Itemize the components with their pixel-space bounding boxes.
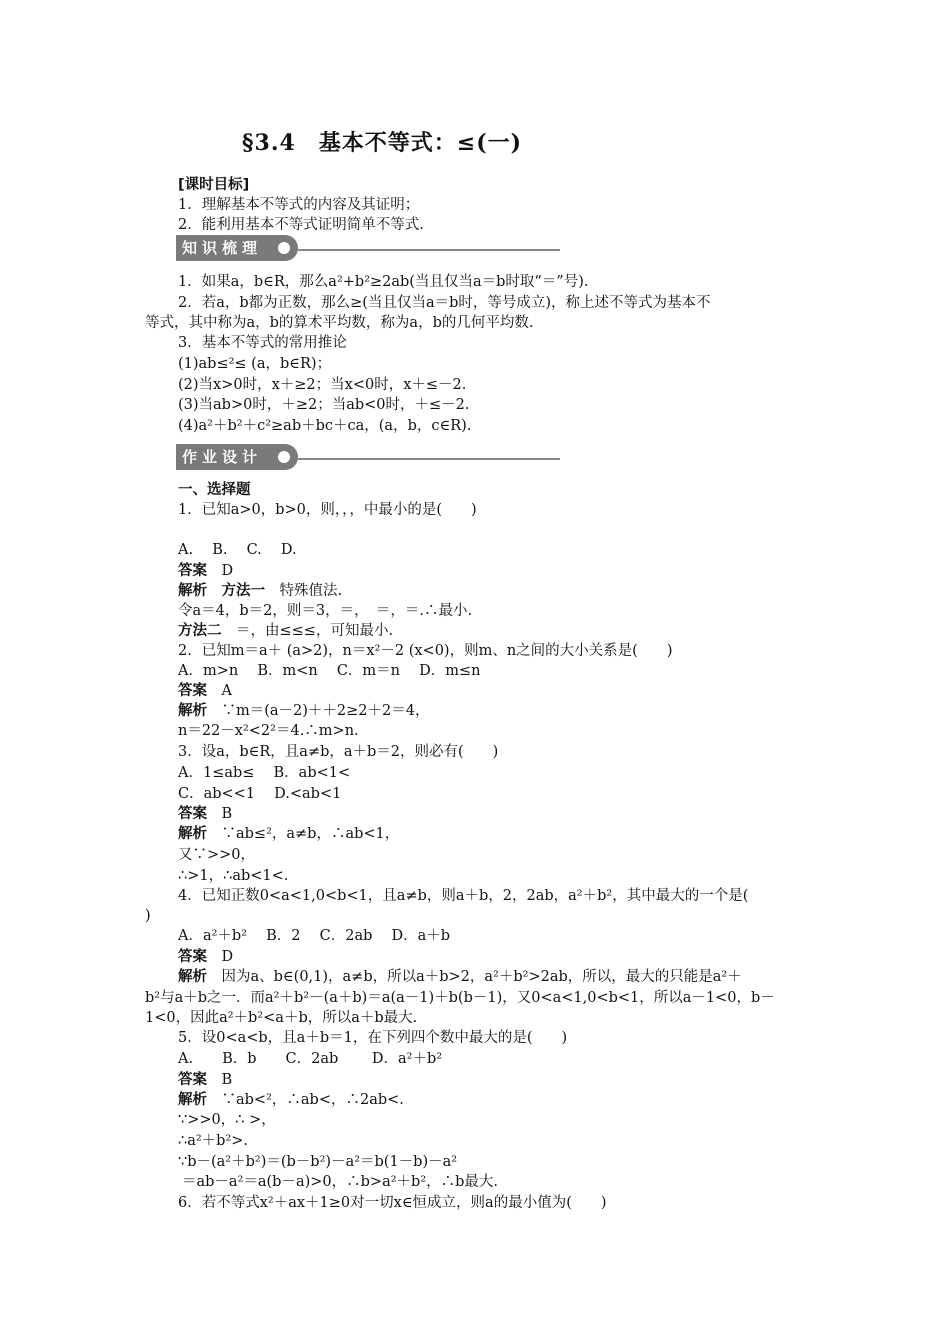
exercise-text: 1<0，因此a²＋b²<a＋b，所以a＋b最大. bbox=[145, 1010, 418, 1026]
exercise-line bbox=[178, 561, 233, 581]
knowledge-line: (1)ab≤²≤ (a，b∈R)； bbox=[178, 356, 332, 372]
exercise-line bbox=[182, 1172, 498, 1192]
exercise-text: ∴>1，∴ab<1<. bbox=[178, 868, 289, 884]
exercise-text: ＝，由≤≤≤，可知最小. bbox=[221, 623, 394, 639]
exercise-line bbox=[178, 845, 255, 865]
exercise-text: 1．已知a>0，b>0，则，，，中最小的是( ) bbox=[178, 502, 477, 518]
exercise-text: ＝ab－a²＝a(b－a)>0，∴b>a²＋b²，∴b最大. bbox=[182, 1174, 499, 1190]
divider bbox=[298, 458, 560, 460]
exercise-line bbox=[178, 1049, 442, 1069]
exercise-line bbox=[178, 581, 342, 601]
exercise-line bbox=[178, 1090, 404, 1110]
exercise-text: A. B. C. D. bbox=[178, 542, 297, 558]
exercise-line bbox=[178, 926, 450, 946]
knowledge-line: (3)当ab>0时，＋≥2；当ab<0时，＋≤－2. bbox=[178, 397, 470, 413]
exercise-text: ∵>>0，∴ >， bbox=[178, 1112, 276, 1128]
exercise-text: A．a²＋b² B．2 C．2ab D．a＋b bbox=[178, 928, 451, 944]
exercise-line bbox=[178, 540, 297, 560]
answer-label: 答案 bbox=[178, 806, 207, 822]
answer-label: 解析 bbox=[178, 826, 207, 842]
answer-label: 解析 方法一 bbox=[178, 583, 265, 599]
divider bbox=[298, 249, 560, 251]
objective-item: 1．理解基本不等式的内容及其证明； bbox=[178, 197, 420, 213]
knowledge-line: 3．基本不等式的常用推论 bbox=[178, 335, 347, 351]
banner-label: 作业设计 bbox=[176, 444, 298, 470]
exercise-text: ∵ab≤²，a≠b，∴ab<1， bbox=[207, 826, 400, 842]
exercise-text: ∵b－(a²＋b²)＝(b－b²)－a²＝b(1－b)－a² bbox=[178, 1154, 458, 1170]
knowledge-line: 1．如果a，b∈R，那么a²+b²≥2ab(当且仅当a＝b时取“＝”号). bbox=[178, 274, 589, 290]
answer-label: 答案 bbox=[178, 563, 207, 579]
exercise-line bbox=[178, 1070, 232, 1090]
exercise-line bbox=[178, 1110, 276, 1130]
exercise-text: D bbox=[207, 563, 234, 579]
exercise-line bbox=[178, 621, 393, 641]
exercise-line bbox=[178, 866, 288, 886]
exercise-line bbox=[178, 763, 350, 783]
exercise-line bbox=[178, 784, 341, 804]
exercise-line bbox=[178, 947, 233, 967]
section-banner-homework bbox=[176, 444, 560, 470]
knowledge-line: (4)a²＋b²＋c²≥ab＋bc＋ca，(a，b，c∈R). bbox=[178, 418, 472, 434]
exercise-text: A. B．b C．2ab D．a²＋b² bbox=[178, 1051, 443, 1067]
exercise-text: 令a＝4，b＝2，则＝3，＝， ＝，＝.∴最小. bbox=[178, 603, 473, 619]
section-heading: 一、选择题 bbox=[178, 482, 251, 498]
knowledge-line: 2．若a，b都为正数，那么≥(当且仅当a＝b时，等号成立)，称上述不等式为基本不 bbox=[178, 295, 711, 311]
exercise-text: A bbox=[207, 683, 232, 699]
objective-item: 2．能利用基本不等式证明简单不等式. bbox=[178, 217, 424, 233]
exercise-text: 6．若不等式x²＋ax＋1≥0对一切x∈恒成立，则a的最小值为( ) bbox=[178, 1195, 607, 1211]
exercise-line bbox=[178, 1131, 248, 1151]
exercise-text: n＝22－x²<2²＝4.∴m>n. bbox=[178, 723, 359, 739]
exercise-line bbox=[178, 742, 498, 762]
exercise-text: ) bbox=[145, 908, 151, 924]
exercise-line bbox=[178, 886, 748, 906]
exercise-text: 5．设0<a<b，且a＋b＝1，在下列四个数中最大的是( ) bbox=[178, 1030, 568, 1046]
answer-label: 解析 bbox=[178, 1092, 207, 1108]
exercise-text: 又∵>>0， bbox=[178, 847, 256, 863]
exercise-line bbox=[178, 661, 480, 681]
answer-label: 方法二 bbox=[178, 623, 222, 639]
exercise-text: A．m>n B．m<n C．m＝n D．m≤n bbox=[178, 663, 481, 679]
circle-icon bbox=[278, 242, 290, 254]
exercise-text: A．1≤ab≤ B．ab<1< bbox=[178, 765, 351, 781]
exercise-line bbox=[178, 824, 399, 844]
answer-label: 答案 bbox=[178, 949, 207, 965]
banner-label: 知识梳理 bbox=[176, 235, 298, 261]
exercise-line bbox=[178, 804, 232, 824]
answer-label: 答案 bbox=[178, 683, 207, 699]
exercise-text: ∴a²＋b²>. bbox=[178, 1133, 249, 1149]
exercise-text: C．ab<<1 D.<ab<1 bbox=[178, 786, 342, 802]
exercise-text: ∵ab<²，∴ab<，∴2ab<. bbox=[207, 1092, 404, 1108]
exercise-text: 3．设a，b∈R，且a≠b，a＋b＝2，则必有( ) bbox=[178, 744, 499, 760]
exercise-line bbox=[178, 500, 477, 520]
exercise-line bbox=[178, 967, 742, 987]
circle-icon bbox=[278, 451, 290, 463]
exercise-line bbox=[178, 701, 429, 721]
answer-label: 解析 bbox=[178, 969, 207, 985]
answer-label: 答案 bbox=[178, 1072, 207, 1088]
exercise-line bbox=[178, 601, 472, 621]
exercise-text: 2．已知m＝a＋ (a>2)，n＝x²－2 (x<0)，则m、n之间的大小关系是( ) bbox=[178, 643, 673, 659]
knowledge-line: (2)当x>0时，x＋≥2；当x<0时，x＋≤－2. bbox=[178, 377, 467, 393]
exercise-text: ∵m＝(a－2)＋＋2≥2＋2＝4， bbox=[207, 703, 430, 719]
answer-label: 解析 bbox=[178, 703, 207, 719]
exercise-text: 4．已知正数0<a<1,0<b<1，且a≠b，则a＋b，2，2ab，a²＋b²，其中最大的一个是( bbox=[178, 888, 749, 904]
exercise-line bbox=[145, 988, 775, 1008]
page-title: §3.4 基本不等式：≤(一) bbox=[242, 130, 523, 156]
exercise-line bbox=[145, 1008, 417, 1028]
exercise-line bbox=[178, 681, 232, 701]
exercise-line bbox=[178, 721, 359, 741]
objectives-heading: [课时目标] bbox=[178, 177, 250, 193]
exercise-line bbox=[145, 906, 151, 926]
exercise-text: 因为a、b∈(0,1)，a≠b，所以a＋b>2，a²＋b²>2ab，所以，最大的只能是a²＋ bbox=[207, 969, 742, 985]
exercise-text: B bbox=[207, 806, 233, 822]
section-banner-knowledge bbox=[176, 235, 560, 261]
knowledge-line: 等式，其中称为a，b的算术平均数，称为a，b的几何平均数. bbox=[145, 315, 534, 331]
exercise-text: D bbox=[207, 949, 234, 965]
exercise-line bbox=[178, 1152, 457, 1172]
exercise-text: b²与a＋b之一．而a²＋b²－(a＋b)＝a(a－1)＋b(b－1)，又0<a<1,0<b<1，所以a－1<0，b－ bbox=[145, 990, 775, 1006]
exercise-line bbox=[178, 641, 673, 661]
exercise-line bbox=[178, 1028, 567, 1048]
exercise-text: 特殊值法. bbox=[265, 583, 343, 599]
exercise-text: B bbox=[207, 1072, 233, 1088]
exercise-line bbox=[178, 1193, 607, 1213]
